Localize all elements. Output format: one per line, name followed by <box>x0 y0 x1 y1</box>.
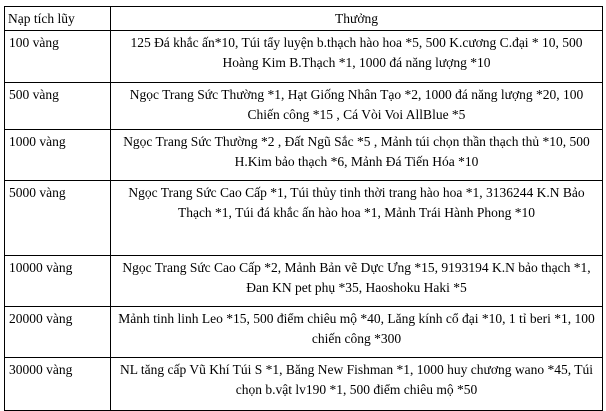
reward-cell: Ngọc Trang Sức Cao Cấp *1, Túi thủy tinh thời trang hào hoa *1, 3136244 K.N Bảo Thạch *1, Túi đá khắc ấn hào hoa *1, Mảnh Trái Hành Phong *10 <box>111 181 603 256</box>
table-row <box>5 130 603 181</box>
table-row <box>5 256 603 307</box>
amount-cell: 20000 vàng <box>5 307 111 358</box>
reward-cell: NL tăng cấp Vũ Khí Túi S *1, Băng New Fishman *1, 1000 huy chương wano *45, Túi chọn b.vật lv190 *1, 500 điểm chiêu mộ *50 <box>111 358 603 411</box>
table-row <box>5 181 603 256</box>
amount-cell: 500 vàng <box>5 83 111 130</box>
amount-cell: 1000 vàng <box>5 130 111 181</box>
amount-cell: 100 vàng <box>5 31 111 83</box>
table-row <box>5 31 603 83</box>
reward-cell: Ngọc Trang Sức Thường *2 , Đất Ngũ Sắc *5 , Mảnh túi chọn thần thạch thủ *10, 500 H.Kim bảo thạch *6, Mảnh Đá Tiến Hóa *10 <box>111 130 603 181</box>
header-amount: Nạp tích lũy <box>5 7 111 31</box>
amount-cell: 5000 vàng <box>5 181 111 256</box>
table-header-row <box>5 7 603 31</box>
reward-cell: 125 Đá khắc ấn*10, Túi tẩy luyện b.thạch hào hoa *5, 500 K.cương C.đại * 10, 500 Hoàng Kim B.Thạch *1, 1000 đá năng lượng *10 <box>111 31 603 83</box>
table-row <box>5 358 603 411</box>
reward-cell: Mảnh tinh linh Leo *15, 500 điểm chiêu mộ *40, Lăng kính cổ đại *10, 1 tỉ beri *1, 100 chiến công *300 <box>111 307 603 358</box>
header-reward: Thưởng <box>111 7 603 31</box>
amount-cell: 30000 vàng <box>5 358 111 411</box>
reward-table <box>4 6 603 411</box>
reward-cell: Ngọc Trang Sức Cao Cấp *2, Mảnh Bản vẽ Dực Ưng *15, 9193194 K.N bảo thạch *1, Đan KN pet phụ *35, Haoshoku Haki *5 <box>111 256 603 307</box>
table-row <box>5 307 603 358</box>
amount-cell: 10000 vàng <box>5 256 111 307</box>
table-row <box>5 83 603 130</box>
reward-cell: Ngọc Trang Sức Thường *1, Hạt Giống Nhân Tạo *2, 1000 đá năng lượng *20, 100 Chiến công *15 , Cá Vòi Voi AllBlue *5 <box>111 83 603 130</box>
